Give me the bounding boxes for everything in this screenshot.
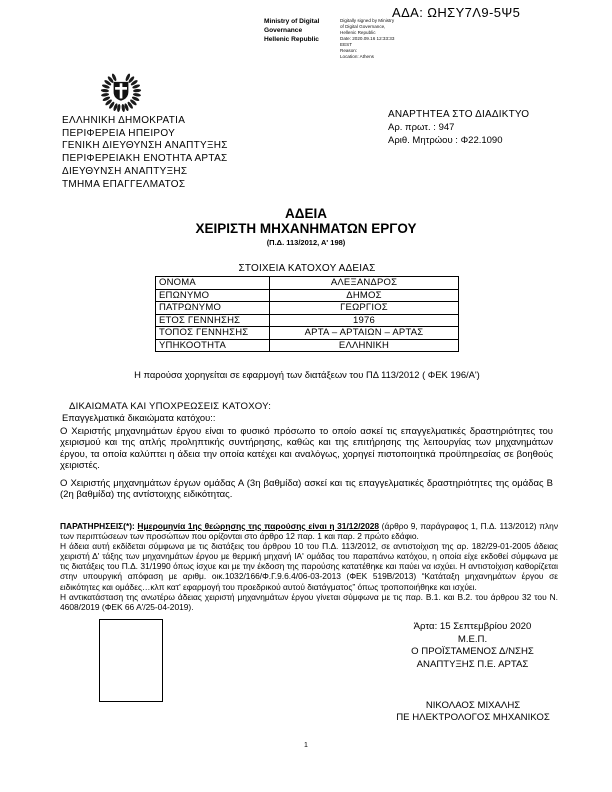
protocol-info-block [388, 108, 529, 147]
table-row [156, 277, 459, 290]
signer-title: ΠΕ ΗΛΕΚΤΡΟΛΟΓΟΣ ΜΗΧΑΝΙΚΟΣ [396, 712, 550, 724]
row-value: ΑΡΤΑ – ΑΡΤΑΙΩΝ – ΑΡΤΑΣ [270, 327, 459, 340]
agency-line: ΕΛΛΗΝΙΚΗ ΔΗΜΟΚΡΑΤΙΑ [62, 115, 186, 126]
ada-code: ΑΔΑ: ΩΗΣΥ7Λ9-5Ψ5 [392, 5, 521, 20]
title-decree-reference: (Π.Δ. 113/2012, Α' 198) [266, 238, 346, 247]
remarks-paragraph-3: Η αντικατάσταση της ανωτέρω άδειας χειριστή μηχανημάτων έργου γίνεται σύμφωνα με τις παρ. Β.1. και Β.2. του άρθρου 32 του Ν. 4608/2019 (ΦΕΚ 66 Α'/25-04-2019). [60, 591, 558, 612]
issuing-agency-block [62, 115, 228, 191]
greek-coat-of-arms-icon [99, 68, 143, 116]
row-label: ΟΝΟΜΑ [156, 277, 270, 290]
row-label: ΠΑΤΡΩΝΥΜΟ [156, 302, 270, 315]
digital-signature-stamp [264, 18, 426, 60]
agency-line: ΠΕΡΙΦΕΡΕΙΑΚΗ ΕΝΟΤΗΤΑ ΑΡΤΑΣ [62, 153, 228, 165]
photo-placeholder-box [99, 619, 163, 702]
row-value: ΓΕΩΡΓΙΟΣ [270, 302, 459, 315]
remarks-revision-date: Ημερομηνία 1ης θεώρησης της παρούσης είναι η 31/12/2028 [137, 521, 380, 531]
rights-subheading: Επαγγελματικά δικαιώματα κατόχου:: [62, 412, 216, 423]
row-value: 1976 [270, 314, 459, 327]
signer-name: ΝΙΚΟΛΑΟΣ ΜΙΧΑΛΗΣ [425, 700, 521, 711]
row-label: ΕΠΩΝΥΜΟ [156, 289, 270, 302]
holder-table-caption: ΣΤΟΙΧΕΙΑ ΚΑΤΟΧΟΥ ΑΔΕΙΑΣ [238, 263, 376, 274]
row-value: ΔΗΜΟΣ [270, 289, 459, 302]
table-row [156, 327, 459, 340]
delegation-abbreviation: Μ.Ε.Π. [457, 633, 488, 645]
remarks-paragraph-2: Η άδεια αυτή εκδίδεται σύμφωνα με τις διατάξεις του άρθρου 10 του Π.Δ. 113/2012, σε αντιστοίχιση της αρ. 182/29-01-2005 άδειας χειριστή Δ' τάξης των μηχανημάτων έργου με θερμική μηχανή ΙΑ' ομάδας του παραπάνω κατόχου, η οποία είχε εκδοθεί σύμφωνα με τις διατάξεις του Π.Δ. 31/1990 όπως ίσχυε και με την έκδοση της παρούσης κατατέθηκε και παύει να ισχύει. Η αντιστοίχιση καθορίζεται στην υπουργική απόφαση με αριθμ. οικ.1032/166/Φ.Γ.9.6.4/06-03-2013 (ΦΕΚ 519Β/2013) “Κατάταξη μηχανημάτων έργου σε ειδικότητες και ομάδες…κλπ κατ' εφαρμογή του προεδρικού αυτού διατάγματος” όπως τροποποιήθηκε και ισχύει. [60, 541, 558, 592]
issue-signature-block [385, 621, 560, 671]
table-row [156, 302, 459, 315]
row-label: ΤΟΠΟΣ ΓΕΝΝΗΣΗΣ [156, 327, 270, 340]
document-title [0, 206, 612, 247]
table-row [156, 339, 459, 352]
signer-identity-block [378, 700, 568, 725]
agency-line: ΠΕΡΙΦΕΡΕΙΑ ΗΠΕΙΡΟΥ [62, 127, 176, 139]
page-number: 1 [304, 742, 308, 749]
signer-role-line-1: Ο ΠΡΟΪΣΤΑΜΕΝΟΣ Δ/ΝΣΗΣ [411, 646, 534, 658]
remarks-block [60, 521, 558, 612]
grant-statement: Η παρούσα χορηγείται σε εφαρμογή των διατάξεων του ΠΔ 113/2012 ( ΦΕΚ 196/Α') [134, 369, 480, 380]
agency-line: ΤΜΗΜΑ ΕΠΑΓΓΕΛΜΑΤΟΣ [62, 178, 186, 190]
protocol-number: Αρ. πρωτ. : 947 [388, 122, 455, 133]
title-line-2: ΧΕΙΡΙΣΤΗ ΜΗΧΑΝΗΜΑΤΩΝ ΕΡΓΟΥ [195, 221, 417, 236]
title-line-1: ΑΔΕΙΑ [285, 206, 327, 221]
rights-paragraph-1: Ο Χειριστής μηχανημάτων έργου είναι το φυσικό πρόσωπο το οποίο ασκεί τις επαγγελματικές δραστηριότητες του χειρισμού και της απλής προληπτικής συντήρησης, καθώς και της επιτήρησης της λειτουργίας των μηχανημάτων έργου, τα οποία καλύπτει η άδεια την οποία κατέχει και αναλόγως, χορηγεί πιστοποιητικά προϋπηρεσίας σε βοηθούς χειριστές. [60, 426, 553, 471]
internet-posting-note: ΑΝΑΡΤΗΤΕΑ ΣΤΟ ΔΙΑΔΙΚΤΥΟ [388, 109, 530, 120]
holder-details-table [155, 276, 459, 352]
rights-paragraph-2: Ο Χειριστής μηχανημάτων έργων ομάδας Α (3η βαθμίδα) ασκεί και τις επαγγελματικές δραστηριότητες της ομάδας Β (2η βαθμίδα) της αντίστοιχης ειδικότητας. [60, 478, 553, 501]
table-row [156, 289, 459, 302]
row-label: ΕΤΟΣ ΓΕΝΝΗΣΗΣ [156, 314, 270, 327]
agency-line: ΓΕΝΙΚΗ ΔΙΕΥΘΥΝΣΗ ΑΝΑΠΤΥΞΗΣ [62, 140, 228, 152]
agency-line: ΔΙΕΥΘΥΝΣΗ ΑΝΑΠΤΥΞΗΣ [62, 165, 188, 177]
registry-number: Αριθ. Μητρώου : Φ22.1090 [388, 135, 503, 146]
signature-authority: Ministry of Digital Governance Hellenic Republic [264, 18, 320, 43]
signer-role-line-2: ΑΝΑΠΤΥΞΗΣ Π.Ε. ΑΡΤΑΣ [416, 658, 529, 670]
row-value: ΕΛΛΗΝΙΚΗ [270, 339, 459, 352]
signature-details: Digitally signed by Ministry of Digital Governance, Hellenic Republic Date: 2020.09.16 12:33:33 EEST Reason: Location: Athens [340, 18, 395, 59]
row-label: ΥΠΗΚΟΟΤΗΤΑ [156, 339, 270, 352]
remarks-rest: (άρθρο 9, παράγραφος 1, Π.Δ. 113/2012) πλην των περιπτώσεων των προσώπων που ορίζονται στο άρθρο 12 παρ. 1 και παρ. 2 πρώτο εδάφιο. [60, 521, 559, 542]
remarks-line-1 [60, 521, 558, 541]
table-row [156, 314, 459, 327]
remarks-label: ΠΑΡΑΤΗΡΗΣΕΙΣ(*): [60, 521, 138, 531]
issue-place-date: Άρτα: 15 Σεπτεμβρίου 2020 [413, 621, 532, 632]
rights-heading: ΔΙΚΑΙΩΜΑΤΑ ΚΑΙ ΥΠΟΧΡΕΩΣΕΙΣ ΚΑΤΟΧΟΥ: [69, 401, 272, 412]
row-value: ΑΛΕΞΑΝΔΡΟΣ [270, 277, 459, 290]
